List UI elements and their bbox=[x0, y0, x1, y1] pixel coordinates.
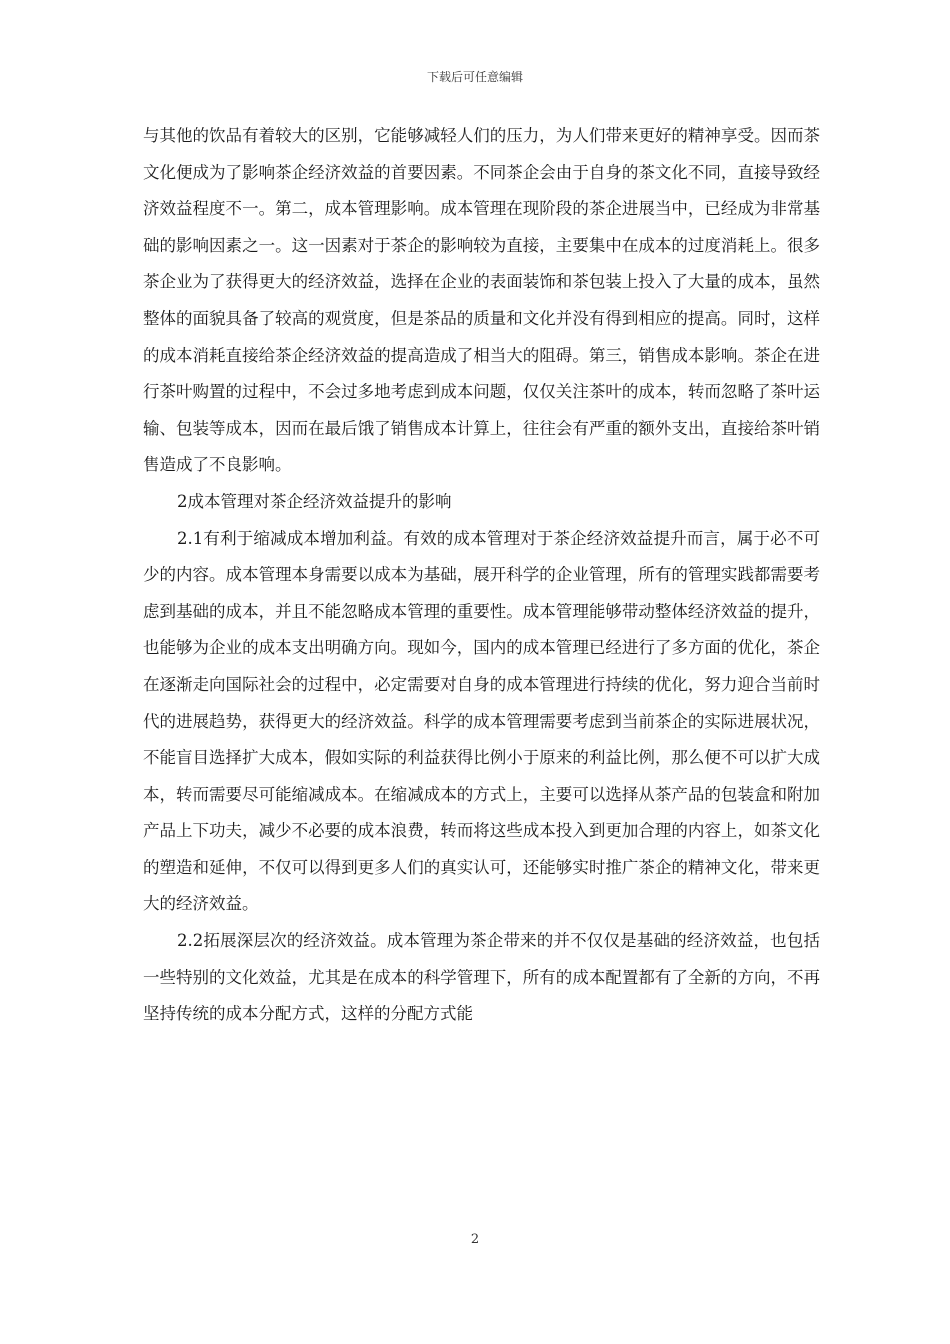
document-body bbox=[143, 118, 820, 1033]
paragraph: 与其他的饮品有着较大的区别，它能够减轻人们的压力，为人们带来更好的精神享受。因而茶文化便成为了影响茶企经济效益的首要因素。不同茶企会由于自身的茶文化不同，直接导致经济效益程度不一。第二，成本管理影响。成本管理在现阶段的茶企进展当中，已经成为非常基础的影响因素之一。这一因素对于茶企的影响较为直接，主要集中在成本的过度消耗上。很多茶企业为了获得更大的经济效益，选择在企业的表面装饰和茶包装上投入了大量的成本，虽然整体的面貌具备了较高的观赏度，但是茶品的质量和文化并没有得到相应的提高。同时，这样的成本消耗直接给茶企经济效益的提高造成了相当大的阻碍。第三，销售成本影响。茶企在进行茶叶购置的过程中，不会过多地考虑到成本问题，仅仅关注茶叶的成本，转而忽略了茶叶运输、包装等成本，因而在最后饿了销售成本计算上，往往会有严重的额外支出，直接给茶叶销售造成了不良影响。 bbox=[143, 126, 820, 475]
section-heading: 2成本管理对茶企经济效益提升的影响 bbox=[177, 491, 452, 511]
paragraph: 2.1有利于缩减成本增加利益。有效的成本管理对于茶企经济效益提升而言，属于必不可少的内容。成本管理本身需要以成本为基础，展开科学的企业管理，所有的管理实践都需要考虑到基础的成本，并且不能忽略成本管理的重要性。成本管理能够带动整体经济效益的提升，也能够为企业的成本支出明确方向。现如今，国内的成本管理已经进行了多方面的优化，茶企在逐渐走向国际社会的过程中，必定需要对自身的成本管理进行持续的优化，努力迎合当前时代的进展趋势，获得更大的经济效益。科学的成本管理需要考虑到当前茶企的实际进展状况，不能盲目选择扩大成本，假如实际的利益获得比例小于原来的利益比例，那么便不可以扩大成本，转而需要尽可能缩减成本。在缩减成本的方式上，主要可以选择从茶产品的包装盒和附加产品上下功夫，减少不必要的成本浪费，转而将这些成本投入到更加合理的内容上，如茶文化的塑造和延伸，不仅可以得到更多人们的真实认可，还能够实时推广茶企的精神文化，带来更大的经济效益。 bbox=[143, 528, 820, 914]
paragraph: 2.2拓展深层次的经济效益。成本管理为茶企带来的并不仅仅是基础的经济效益，也包括一些特别的文化效益，尤其是在成本的科学管理下，所有的成本配置都有了全新的方向，不再坚持传统的成本分配方式，这样的分配方式能 bbox=[143, 931, 820, 1024]
page-header: 下载后可任意编辑 bbox=[426, 70, 523, 84]
page-number: 2 bbox=[470, 1232, 480, 1247]
